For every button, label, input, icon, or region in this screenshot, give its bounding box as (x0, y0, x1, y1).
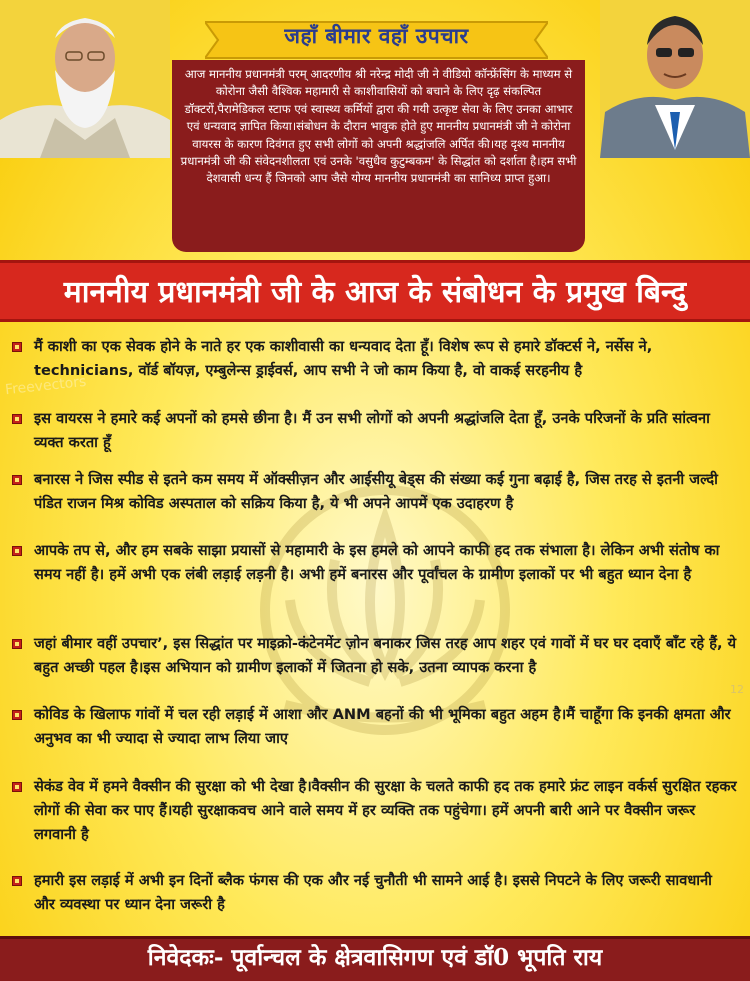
point-text: कोविड के खिलाफ गांवों में चल रही लड़ाई में आशा और ANM बहनों की भी भूमिका बहुत अहम है।मैं चाहूँगा कि इनकी क्षमता और अनुभव का भी ज्यादा से ज्यादा लाभ लिया जाए (34, 706, 731, 747)
list-item (12, 632, 737, 680)
square-bullet-icon (12, 475, 22, 485)
ribbon-title: जहाँ बीमार वहाँ उपचार (284, 23, 469, 48)
square-bullet-icon (12, 710, 22, 720)
point-text: सेकंड वेव में हमने वैक्सीन की सुरक्षा को भी देखा है।वैक्सीन की सुरक्षा के चलते काफी हद तक हमारे फ्रंट लाइन वर्कर्स सुरक्षित रहकर लोगों की सेवा कर पाए हैं।यही सुरक्षाकवच आने वाले समय में हर व्यक्ति तक पहुंचेगा। हमें अपनी बारी आने पर वैक्सीन जरूर लगवानी है (34, 778, 737, 843)
watermark-text: Freevectors (4, 373, 88, 399)
square-bullet-icon (12, 782, 22, 792)
point-text: इस वायरस ने हमारे कई अपनों को हमसे छीना है। मैं उन सभी लोगों को अपनी श्रद्धांजलि देता हूँ, उनके परिजनों के प्रति सांत्वना व्यक्त करता हूँ (34, 410, 710, 451)
square-bullet-icon (12, 414, 22, 424)
headline-title: माननीय प्रधानमंत्री जी के आज के संबोधन के प्रमुख बिन्दु (63, 275, 687, 310)
point-text: जहां बीमार वहीं उपचार’, इस सिद्धांत पर माइक्रो-कंटेनमेंट ज़ोन बनाकर जिस तरह आप शहर एवं गावों में घर घर दवाएँ बाँट रहे हैं, ये बहुत अच्छी पहल है।इस अभियान को ग्रामीण इलाकों में जितना हो सके, उतना व्यापक करना है (34, 635, 737, 676)
square-bullet-icon (12, 876, 22, 886)
list-item (12, 335, 737, 383)
portrait-left (0, 0, 170, 158)
point-text: बनारस ने जिस स्पीड से इतने कम समय में ऑक्सीज़न और आईसीयू बेड्स की संख्या कई गुना बढ़ाई है, जिस तरह से इतनी जल्दी पंडित राजन मिश्र कोविड अस्पताल को सक्रिय किया है, ये भी अपने आपमें एक उदाहरण है (34, 471, 718, 512)
square-bullet-icon (12, 639, 22, 649)
point-text: हमारी इस लड़ाई में अभी इन दिनों ब्लैक फंगस की एक और नई चुनौती भी सामने आई है। इससे निपटने के लिए जरूरी सावधानी और व्यवस्था पर ध्यान देना जरूरी है (34, 872, 712, 913)
point-text: आपके तप से, और हम सबके साझा प्रयासों से महामारी के इस हमले को आपने काफी हद तक संभाला है। लेकिन अभी संतोष का समय नहीं है। हमें अभी एक लंबी लड़ाई लड़नी है। अभी हमें बनारस और पूर्वांचल के ग्रामीण इलाकों पर भी बहुत ध्यान देना है (34, 542, 720, 583)
list-item (12, 539, 737, 587)
page-number: 12 (730, 683, 744, 696)
list-item (12, 703, 737, 751)
square-bullet-icon (12, 342, 22, 352)
intro-paragraph: आज माननीय प्रधानमंत्री परम् आदरणीय श्री नरेन्द्र मोदी जी ने वीडियो कॉन्फ्रेंसिंग के माध्यम से कोरोना जैसी वैश्विक महामारी से काशीवासियों को बचाने के लिए दृढ़ संकल्पित डॉक्टरों,पैरामेडिकल स्टाफ एवं स्वास्थ्य कर्मियों द्वारा की गयी उत्कृष्ट सेवा के लिए उनका आभार एवं धन्यवाद ज्ञापित किया।संबोधन के दौरान भावुक होते हुए माननीय प्रधानमंत्री जी ने कोरोना वायरस के कारण दिवंगत हुए सभी लोगों को अपनी श्रद्धांजलि अर्पित की।यह दृश्य माननीय प्रधानमंत्री जी की संवेदनशीलता एवं उनके 'वसुधैव कुटुम्बकम' के सिद्धांत को दर्शाता है।हम सभी देशवासी धन्य हैं जिनको आप जैसे योग्य माननीय प्रधानमंत्री का सानिध्य प्राप्त हुआ। (172, 60, 585, 252)
point-text: मैं काशी का एक सेवक होने के नाते हर एक काशीवासी का धन्यवाद देता हूँ। विशेष रूप से हमारे डॉक्टर्स ने, नर्सेस ने, technicians, वॉर्ड बॉयज़, एम्बुलेन्स ड्राईवर्स, आप सभी ने जो काम किया है, वो वाकई सरहनीय है (34, 338, 653, 379)
list-item (12, 775, 737, 847)
portrait-right (600, 0, 750, 158)
list-item (12, 468, 737, 516)
footer-credit: निवेदकः- पूर्वान्चल के क्षेत्रवासिगण एवं डॉ0 भूपति राय (147, 944, 603, 971)
list-item (12, 407, 737, 455)
square-bullet-icon (12, 546, 22, 556)
list-item (12, 869, 737, 917)
